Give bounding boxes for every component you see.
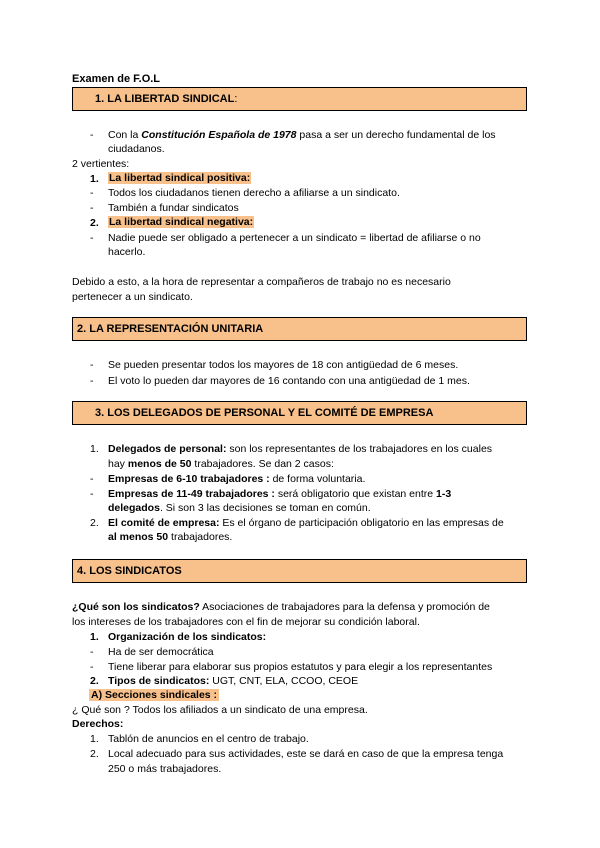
bullet-dash: - xyxy=(90,187,94,199)
constitution-text: Con la Constitución Española de 1978 pasa a ser un derecho fundamental de los xyxy=(108,129,496,141)
list-item: Se pueden presentar todos los mayores de 18 con antigüedad de 6 meses. xyxy=(108,359,459,371)
list-number: 1. xyxy=(90,443,99,455)
list-item: Empresas de 11-49 trabajadores : será obligatorio que existan entre 1-3 xyxy=(108,488,452,500)
bullet-dash: - xyxy=(90,232,94,244)
section-header-libertad-sindical: 1. LA LIBERTAD SINDICAL: xyxy=(72,87,527,111)
negative-freedom-title: La libertad sindical negativa: xyxy=(109,216,254,228)
list-item: Empresas de 6-10 trabajadores : de forma voluntaria. xyxy=(108,473,366,485)
section-header-delegados: 3. LOS DELEGADOS DE PERSONAL Y EL COMITÉ DE EMPRESA xyxy=(72,401,527,425)
list-number: 1. xyxy=(90,631,99,643)
list-item: Nadie puede ser obligado a pertenecer a un sindicato = libertad de afiliarse o no xyxy=(108,232,481,244)
list-item: Ha de ser democrática xyxy=(108,646,214,658)
bullet-dash: - xyxy=(90,202,94,214)
list-item: También a fundar sindicatos xyxy=(108,202,239,214)
list-item-line2: delegados. Si son 3 las decisiones se toman en común. xyxy=(108,502,371,514)
sindicatos-definition: ¿Qué son los sindicatos? Asociaciones de trabajadores para la defensa y promoción de xyxy=(72,601,490,613)
tipos-sindicatos: Tipos de sindicatos: UGT, CNT, ELA, CCOO, CEOE xyxy=(108,675,359,687)
list-item: Tablón de anuncios en el centro de trabajo. xyxy=(108,733,309,745)
list-item: Todos los ciudadanos tienen derecho a afiliarse a un sindicato. xyxy=(108,187,400,199)
bullet-dash: - xyxy=(90,359,94,371)
bullet-dash: - xyxy=(90,375,94,387)
bullet-dash: - xyxy=(90,473,94,485)
section-header-sindicatos: 4. LOS SINDICATOS xyxy=(72,559,527,583)
list-number: 2. xyxy=(90,675,99,687)
list-item: Local adecuado para sus actividades, este se dará en caso de que la empresa tenga xyxy=(108,748,504,760)
list-number: 2. xyxy=(90,217,99,229)
secciones-definition: ¿ Qué son ? Todos los afiliados a un sindicato de una empresa. xyxy=(72,704,368,716)
document-title: Examen de F.O.L xyxy=(72,73,161,85)
bullet-dash: - xyxy=(90,129,94,141)
section-header-representacion-unitaria: 2. LA REPRESENTACIÓN UNITARIA xyxy=(72,317,527,341)
derechos-label: Derechos: xyxy=(72,718,124,730)
list-number: 2. xyxy=(90,748,99,760)
list-item-line2: 250 o más trabajadores. xyxy=(108,763,222,775)
conclusion-paragraph: Debido a esto, a la hora de representar a compañeros de trabajo no es necesario xyxy=(72,276,451,288)
bullet-dash: - xyxy=(90,488,94,500)
secciones-sindicales-label: A) Secciones sindicales : xyxy=(91,689,218,701)
list-item: El voto lo pueden dar mayores de 16 contando con una antigüedad de 1 mes. xyxy=(108,375,470,387)
vertientes-label: 2 vertientes: xyxy=(72,158,130,170)
conclusion-paragraph-line2: pertenecer a un sindicato. xyxy=(72,291,193,303)
list-item: Tiene liberar para elaborar sus propios estatutos y para elegir a los representantes xyxy=(108,661,493,673)
constitution-text-line2: ciudadanos. xyxy=(108,143,165,155)
sindicatos-definition-line2: los intereses de los trabajadores con el fin de mejorar su condición laboral. xyxy=(72,616,420,628)
comite-empresa-item: El comité de empresa: Es el órgano de participación obligatorio en las empresas de xyxy=(108,517,504,529)
list-number: 1. xyxy=(90,173,99,185)
bullet-dash: - xyxy=(90,661,94,673)
delegados-personal-line2: hay menos de 50 trabajadores. Se dan 2 casos: xyxy=(108,458,334,470)
comite-empresa-line2: al menos 50 trabajadores. xyxy=(108,531,233,543)
delegados-personal-item: Delegados de personal: son los representantes de los trabajadores en los cuales xyxy=(108,443,493,455)
bullet-dash: - xyxy=(90,646,94,658)
positive-freedom-title: La libertad sindical positiva: xyxy=(109,172,251,184)
list-item-line2: hacerlo. xyxy=(108,246,146,258)
list-number: 2. xyxy=(90,517,99,529)
organizacion-title: Organización de los sindicatos: xyxy=(108,631,267,643)
list-number: 1. xyxy=(90,733,99,745)
